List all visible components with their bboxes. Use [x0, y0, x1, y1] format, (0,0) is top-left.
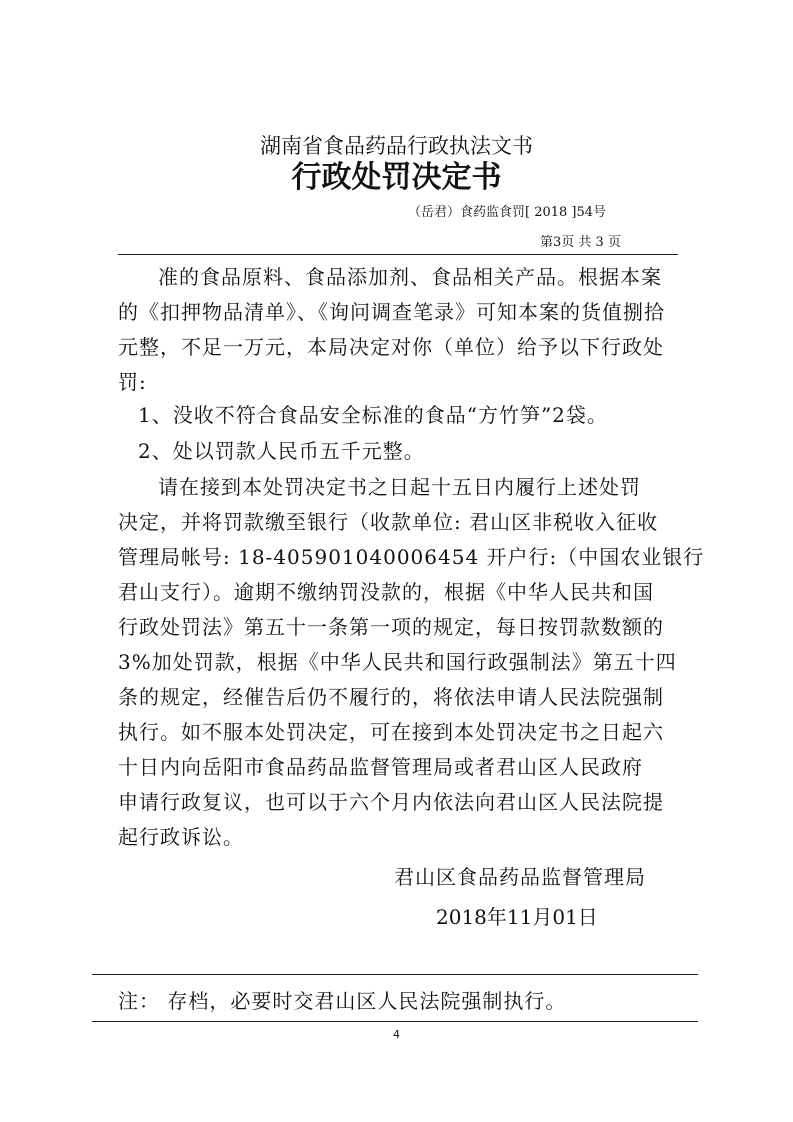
paragraph-line: 执行。如不服本处罚决定，可在接到本处罚决定书之日起六 — [118, 720, 664, 744]
paragraph-payment-instructions — [118, 472, 705, 852]
note-divider-bottom — [92, 1021, 698, 1022]
document-number: （岳君）食药监食罚[ 2018 ]54号 — [408, 205, 607, 220]
signing-agency: 君山区食品药品监督管理局 — [394, 865, 646, 889]
paragraph-line: 管理局帐号: 18-405901040006454 开户行:（中国农业银行 — [118, 545, 705, 569]
paragraph-line: 行政处罚法》第五十一条第一项的规定，每日按罚款数额的 — [118, 615, 664, 639]
paragraph-penalty-basis — [118, 258, 683, 397]
paragraph-line: 罚: — [118, 370, 147, 394]
paragraph-line: 3%加处罚款，根据《中华人民共和国行政强制法》第五十四 — [118, 650, 677, 674]
paragraph-line: 准的食品原料、食品添加剂、食品相关产品。根据本案 — [158, 265, 662, 289]
note-divider-top — [92, 974, 698, 975]
header-divider — [118, 254, 678, 255]
page-info: 第3页 共 3 页 — [540, 235, 621, 250]
signing-date: 2018年11月01日 — [436, 905, 598, 929]
paragraph-line: 请在接到本处罚决定书之日起十五日内履行上述处罚 — [158, 475, 641, 499]
footer-note: 注： 存档，必要时交君山区人民法院强制执行。 — [118, 989, 567, 1013]
paragraph-line: 元整，不足一万元，本局决定对你（单位）给予以下行政处 — [118, 335, 664, 359]
paragraph-line: 条的规定，经催告后仍不履行的，将依法申请人民法院强制 — [118, 685, 664, 709]
document-agency-title: 湖南省食品药品行政执法文书 — [260, 134, 533, 158]
page-number: 4 — [393, 1028, 400, 1041]
paragraph-line: 决定，并将罚款缴至银行（收款单位: 君山区非税收入征收 — [118, 510, 659, 534]
paragraph-line: 君山支行）。逾期不缴纳罚没款的，根据《中华人民共和国 — [118, 580, 654, 604]
paragraph-line: 起行政诉讼。 — [118, 825, 244, 849]
penalty-item-2: 2、处以罚款人民币五千元整。 — [138, 439, 425, 463]
paragraph-line: 申请行政复议，也可以于六个月内依法向君山区人民法院提 — [118, 790, 664, 814]
document-main-title: 行政处罚决定书 — [291, 160, 502, 195]
paragraph-line: 十日内向岳阳市食品药品监督管理局或者君山区人民政府 — [118, 755, 643, 779]
penalty-item-1: 1、没收不符合食品安全标准的食品“方竹笋”2袋。 — [138, 403, 608, 427]
paragraph-line: 的《扣押物品清单》、《询问调查笔录》可知本案的货值捌拾 — [118, 300, 665, 324]
